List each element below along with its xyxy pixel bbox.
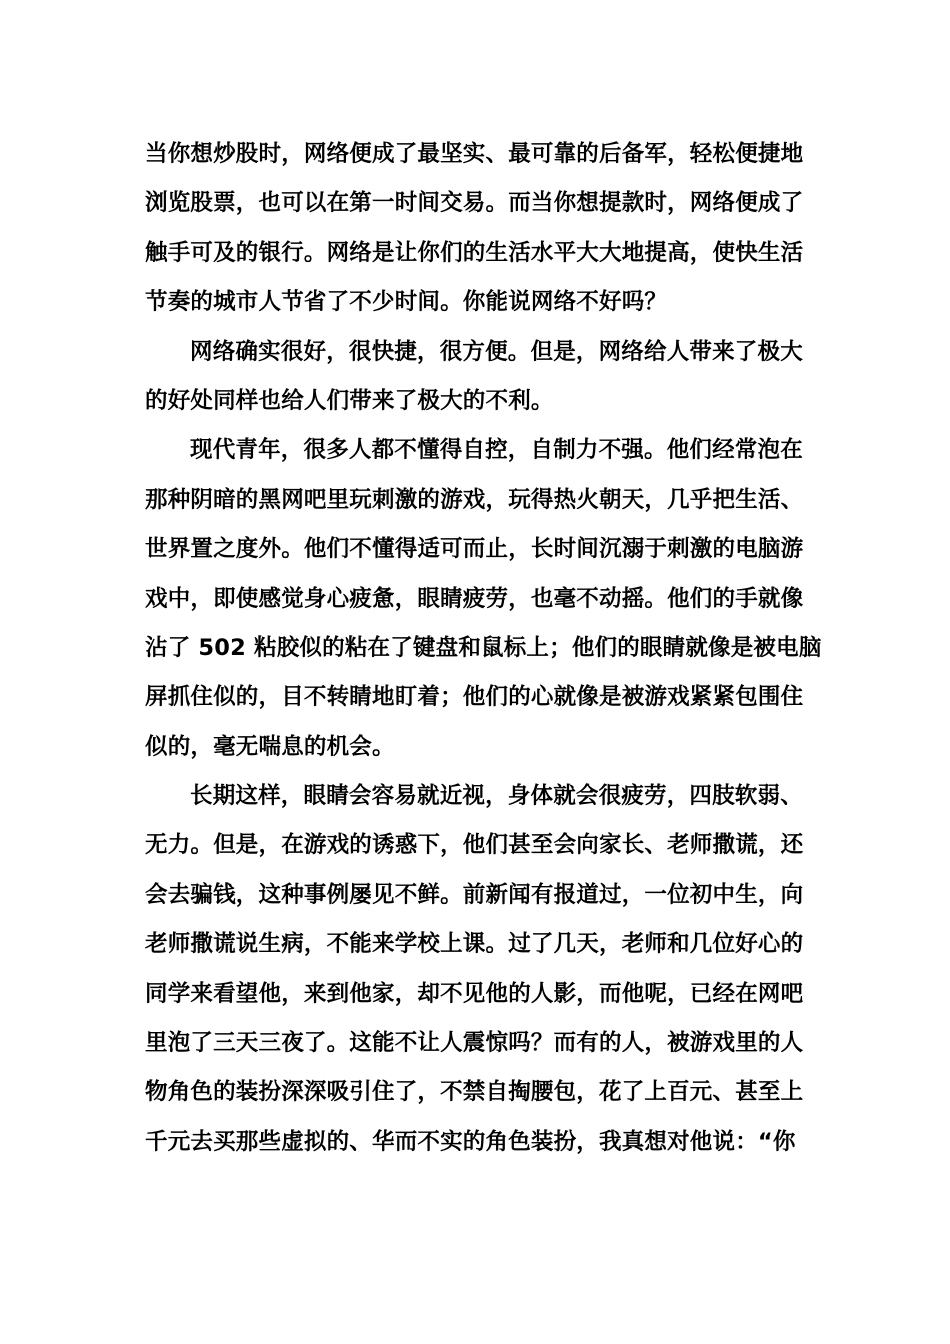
text-line: 触手可及的银行。网络是让你们的生活水平大大地提高，使快生活 (145, 239, 804, 266)
text-line: 世界置之度外。他们不懂得适可而止，长时间沉溺于刺激的电脑游 (145, 536, 804, 563)
text-line: 物角色的装扮深深吸引住了，不禁自掏腰包，花了上百元、甚至上 (145, 1079, 804, 1106)
paragraph-first-line: 网络确实很好，很快捷，很方便。但是，网络给人带来了极大 (190, 338, 803, 365)
paragraph-first-line: 长期这样，眼睛会容易就近视，身体就会很疲劳，四肢软弱、 (190, 783, 803, 810)
text-line: 会去骗钱，这种事例屡见不鲜。前新闻有报道过，一位初中生，向 (145, 881, 804, 908)
text-line: 沾了 502 粘胶似的粘在了键盘和鼠标上；他们的眼睛就像是被电脑 (145, 634, 822, 661)
body-text (145, 130, 822, 1167)
text-line: 老师撒谎说生病，不能来学校上课。过了几天，老师和几位好心的 (145, 931, 804, 958)
text-line: 屏抓住似的，目不转睛地盯着；他们的心就像是被游戏紧紧包围住 (145, 684, 804, 711)
text-line: 戏中，即使感觉身心疲惫，眼睛疲劳，也毫不动摇。他们的手就像 (145, 585, 804, 612)
text-line: 当你想炒股时，网络便成了最坚实、最可靠的后备军，轻松便捷地 (145, 141, 804, 167)
text-line: 无力。但是，在游戏的诱惑下，他们甚至会向家长、老师撒谎，还 (145, 832, 804, 859)
text-line: 那种阴暗的黑网吧里玩刺激的游戏，玩得热火朝天，几乎把生活、 (145, 486, 804, 513)
text-line: 节奏的城市人节省了不少时间。你能说网络不好吗？ (145, 289, 668, 316)
text-line: 似的，毫无喘息的机会。 (145, 733, 395, 760)
text-line: 里泡了三天三夜了。这能不让人震惊吗？而有的人，被游戏里的人 (145, 1030, 804, 1057)
text-line: 千元去买那些虚拟的、华而不实的角色装扮，我真想对他说：“你 (145, 1128, 796, 1155)
text-line: 同学来看望他，来到他家，却不见他的人影，而他呢，已经在网吧 (145, 980, 804, 1007)
text-line: 的好处同样也给人们带来了极大的不利。 (145, 387, 554, 414)
paragraph-first-line: 现代青年，很多人都不懂得自控，自制力不强。他们经常泡在 (190, 437, 803, 464)
text-line: 浏览股票，也可以在第一时间交易。而当你想提款时，网络便成了 (145, 190, 804, 217)
